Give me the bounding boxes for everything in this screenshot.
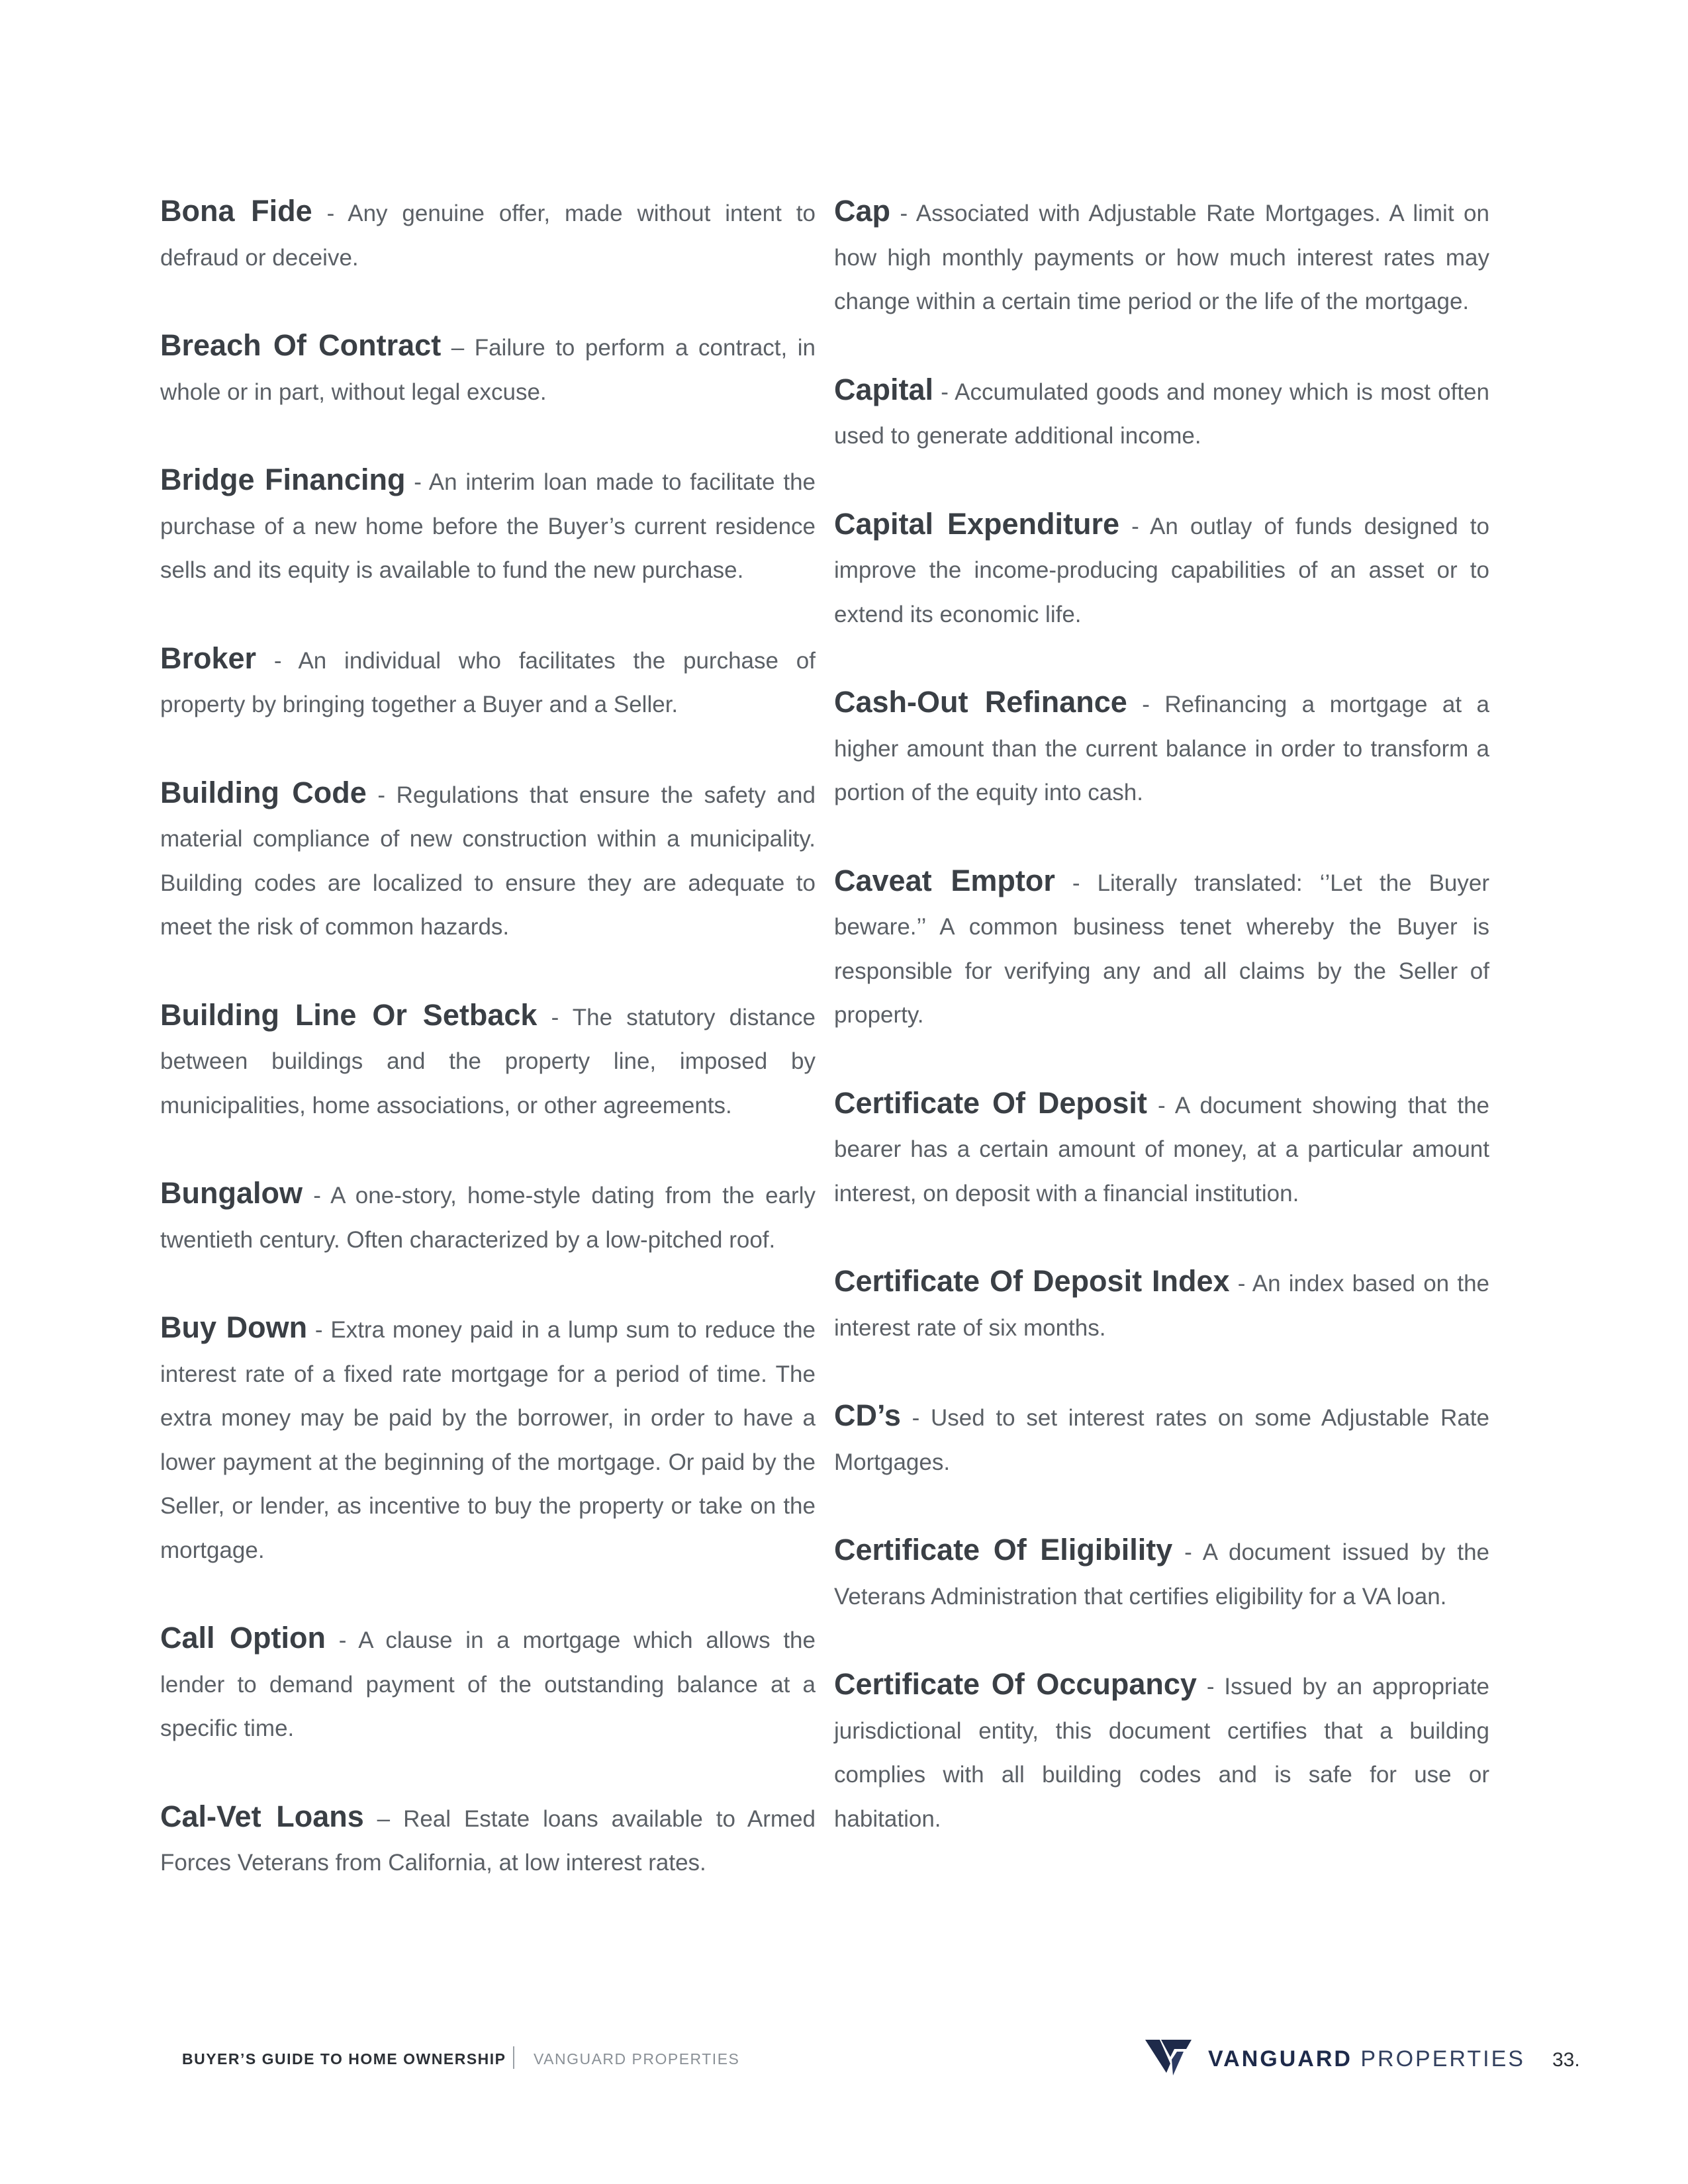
- glossary-entry: [834, 189, 1489, 324]
- glossary-entry: [834, 859, 1489, 1038]
- left-glossary-column: [160, 189, 816, 1929]
- glossary-term: Capital Expenditure: [834, 506, 1119, 541]
- glossary-definition: Regulations that ensure the safety and material compliance of new construction within a municipality. Building codes are localized to ensure they are adequate to meet the risk of common hazards.: [160, 782, 816, 940]
- page-number: 33.: [1552, 2049, 1580, 2071]
- separator: -: [1229, 1271, 1252, 1297]
- glossary-term: Cash-Out Refinance: [834, 685, 1127, 719]
- right-glossary-column: [834, 189, 1489, 1885]
- footer-subtitle: VANGUARD PROPERTIES: [534, 2050, 740, 2068]
- glossary-entry: [834, 1081, 1489, 1216]
- glossary-term: Bridge Financing: [160, 463, 406, 496]
- glossary-term: Certificate Of Eligibility: [834, 1533, 1173, 1567]
- separator: -: [933, 379, 955, 405]
- separator: -: [1196, 1674, 1225, 1700]
- glossary-term: Call Option: [160, 1621, 326, 1655]
- separator: -: [256, 647, 299, 674]
- glossary-term: Buy Down: [160, 1310, 308, 1344]
- separator: -: [366, 782, 397, 808]
- glossary-entry: [160, 1171, 816, 1262]
- glossary-term: Building Line Or Setback: [160, 997, 538, 1032]
- separator: -: [1055, 870, 1098, 896]
- separator: -: [405, 469, 429, 495]
- glossary-term: Building Code: [160, 775, 367, 809]
- glossary-definition: A document issued by the Veterans Administration that certifies eligibility for a VA loan.: [834, 1539, 1489, 1610]
- separator: –: [363, 1805, 404, 1832]
- page-footer: [0, 2032, 1688, 2085]
- glossary-entry: [160, 1306, 816, 1572]
- glossary-entry: [160, 189, 816, 280]
- glossary-definition: Accumulated goods and money which is most often used to generate additional income.: [834, 379, 1489, 449]
- glossary-term: Bona Fide: [160, 194, 312, 228]
- glossary-term: Certificate Of Occupancy: [834, 1667, 1197, 1701]
- brand-bold: VANGUARD: [1208, 2046, 1352, 2071]
- glossary-definition: A one-story, home-style dating from the early twentieth century. Often characterized by a low-pitched roof.: [160, 1183, 816, 1253]
- separator: -: [1127, 692, 1165, 717]
- glossary-definition: Used to set interest rates on some Adjustable Rate Mortgages.: [834, 1405, 1489, 1475]
- glossary-entry: [834, 1528, 1489, 1619]
- glossary-entry: [160, 1795, 816, 1886]
- glossary-entry: [834, 680, 1489, 815]
- footer-title: BUYER’S GUIDE TO HOME OWNERSHIP: [182, 2050, 506, 2068]
- separator: -: [326, 1627, 359, 1653]
- glossary-entry: [834, 502, 1489, 637]
- glossary-entry: [160, 458, 816, 593]
- glossary-term: Cap: [834, 194, 891, 228]
- glossary-definition: Any genuine offer, made without intent to defraud or deceive.: [160, 201, 816, 271]
- glossary-entry: [160, 324, 816, 414]
- glossary-term: Certificate Of Deposit Index: [834, 1264, 1230, 1298]
- glossary-term: Caveat Emptor: [834, 863, 1055, 897]
- glossary-definition: A document showing that the bearer has a certain amount of money, at a particular amount interest, on deposit with a financial institution.: [834, 1092, 1489, 1206]
- separator: -: [900, 1405, 931, 1431]
- separator: –: [441, 335, 475, 361]
- glossary-definition: Extra money paid in a lump sum to reduce the interest rate of a fixed rate mortgage for a period of time. The extra money may be paid by the borrower, in order to have a lower payment at the beginning of the mortgage. Or paid by the Seller, or lender, as incentive to buy the property or take on the mortgage.: [160, 1317, 816, 1563]
- separator: -: [890, 201, 916, 226]
- brand-light: PROPERTIES: [1352, 2046, 1525, 2071]
- glossary-definition: An interim loan made to facilitate the purchase of a new home before the Buyer’s current residence sells and its equity is available to fund the new purchase.: [160, 469, 816, 583]
- separator: -: [312, 201, 348, 226]
- glossary-entry: [160, 771, 816, 950]
- separator: -: [537, 1004, 573, 1030]
- glossary-entry: [834, 1662, 1489, 1841]
- glossary-term: CD’s: [834, 1398, 901, 1432]
- glossary-definition: The statutory distance between buildings and the property line, imposed by municipalities, home associations, or other agreements.: [160, 1004, 816, 1118]
- glossary-definition: An individual who facilitates the purchase of property by bringing together a Buyer and a Seller.: [160, 647, 816, 717]
- separator: -: [1147, 1092, 1175, 1118]
- separator: -: [302, 1183, 331, 1208]
- glossary-term: Bungalow: [160, 1176, 303, 1210]
- glossary-definition: A clause in a mortgage which allows the lender to demand payment of the outstanding balance at a specific time.: [160, 1627, 816, 1741]
- separator: -: [307, 1317, 331, 1343]
- brand-wordmark: [1208, 2046, 1525, 2072]
- glossary-entry: [160, 1616, 816, 1751]
- glossary-definition: Real Estate loans available to Armed Forces Veterans from California, at low interest rates.: [160, 1805, 816, 1876]
- glossary-definition: Failure to perform a contract, in whole or in part, without legal excuse.: [160, 335, 816, 405]
- glossary-definition: Associated with Adjustable Rate Mortgages. A limit on how high monthly payments or how much interest rates may change within a certain time period or the life of the mortgage.: [834, 201, 1489, 314]
- glossary-definition: Literally translated: ‘’Let the Buyer beware.’’ A common business tenet whereby the Buyer is responsible for verifying any and all claims by the Seller of property.: [834, 870, 1489, 1028]
- glossary-entry: [834, 368, 1489, 459]
- glossary-entry: [160, 993, 816, 1128]
- glossary-term: Capital: [834, 372, 934, 406]
- separator: -: [1119, 513, 1150, 539]
- vanguard-logo-icon: [1145, 2037, 1196, 2078]
- separator: -: [1172, 1539, 1203, 1565]
- glossary-definition: Issued by an appropriate jurisdictional entity, this document certifies that a building complies with all building codes and is safe for use or habitation.: [834, 1674, 1490, 1832]
- glossary-entry: [160, 637, 816, 727]
- glossary-term: Breach Of Contract: [160, 328, 442, 362]
- glossary-entry: [834, 1259, 1489, 1350]
- glossary-entry: [834, 1394, 1489, 1484]
- glossary-definition: An index based on the interest rate of six months.: [834, 1271, 1489, 1341]
- footer-divider: [513, 2046, 514, 2069]
- glossary-term: Cal-Vet Loans: [160, 1799, 364, 1833]
- glossary-definition: An outlay of funds designed to improve the income-producing capabilities of an asset or to extend its economic life.: [834, 513, 1489, 627]
- glossary-definition: Refinancing a mortgage at a higher amount than the current balance in order to transform a portion of the equity into cash.: [834, 692, 1489, 805]
- glossary-term: Broker: [160, 641, 257, 675]
- glossary-term: Certificate Of Deposit: [834, 1085, 1147, 1120]
